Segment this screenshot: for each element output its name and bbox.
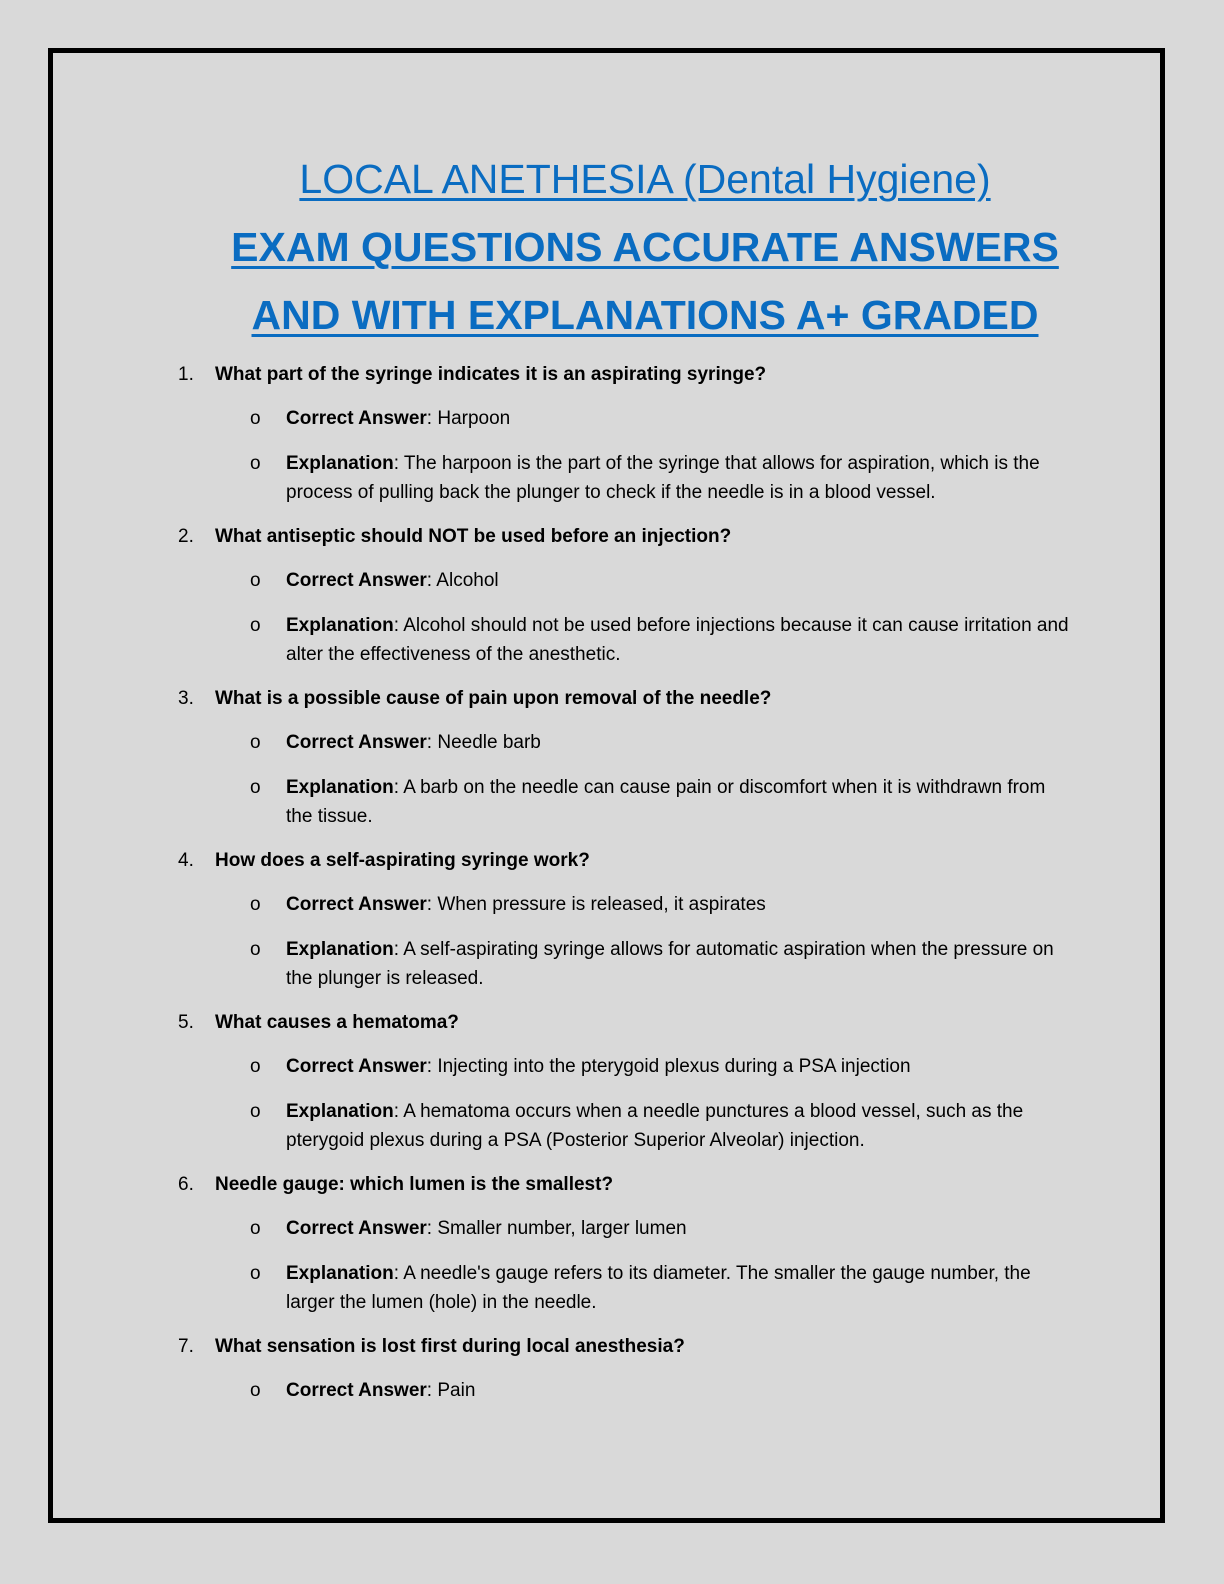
correct-answer	[286, 1376, 1076, 1405]
explanation-text: : A hematoma occurs when a needle punctures a blood vessel, such as the pterygoid plexus during a PSA (Posterior Superior Alveolar) injection.	[286, 1101, 1024, 1151]
bullet-marker: o	[250, 732, 261, 753]
bullet-marker: o	[250, 939, 261, 960]
answer-text: : Injecting into the pterygoid plexus during a PSA injection	[426, 1056, 911, 1077]
explanation	[286, 935, 1076, 993]
correct-answer	[286, 890, 1076, 919]
title-line-2: EXAM QUESTIONS ACCURATE ANSWERS	[231, 224, 1059, 270]
document-title	[0, 145, 1224, 349]
question-text: What causes a hematoma?	[215, 1012, 459, 1033]
explanation-text: : A self-aspirating syringe allows for automatic aspiration when the pressure on the plunger is released.	[286, 939, 1054, 989]
bullet-marker: o	[250, 1380, 261, 1401]
explanation-label: Explanation	[286, 615, 394, 636]
question-item	[0, 1170, 1224, 1332]
explanation	[286, 773, 1076, 831]
question-item	[0, 1332, 1224, 1494]
question-item	[0, 846, 1224, 1008]
bullet-marker: o	[250, 1101, 261, 1122]
question-text: What antiseptic should NOT be used before an injection?	[215, 526, 732, 547]
answer-text: : Needle barb	[426, 732, 541, 753]
question-number: 2.	[178, 526, 194, 547]
question-text: What part of the syringe indicates it is an aspirating syringe?	[215, 364, 767, 385]
bullet-marker: o	[250, 1056, 261, 1077]
question-list	[0, 360, 1224, 1494]
answer-label: Correct Answer	[286, 1380, 427, 1401]
question-text: What is a possible cause of pain upon removal of the needle?	[215, 688, 772, 709]
explanation	[286, 1097, 1076, 1155]
bullet-marker: o	[250, 1263, 261, 1284]
answer-label: Correct Answer	[286, 732, 427, 753]
question-number: 7.	[178, 1336, 194, 1357]
answer-label: Correct Answer	[286, 894, 427, 915]
answer-text: : Smaller number, larger lumen	[426, 1218, 687, 1239]
question-number: 6.	[178, 1174, 194, 1195]
question-number: 1.	[178, 364, 194, 385]
explanation-text: : A needle's gauge refers to its diameter. The smaller the gauge number, the larger the lumen (hole) in the needle.	[286, 1263, 1031, 1313]
answer-label: Correct Answer	[286, 1056, 427, 1077]
bullet-marker: o	[250, 777, 261, 798]
bullet-marker: o	[250, 408, 261, 429]
explanation-label: Explanation	[286, 1101, 394, 1122]
question-text: Needle gauge: which lumen is the smallest?	[215, 1174, 614, 1195]
title-line-1: LOCAL ANETHESIA (Dental Hygiene)	[299, 156, 991, 202]
question-text: What sensation is lost first during local anesthesia?	[215, 1336, 685, 1357]
explanation-label: Explanation	[286, 1263, 394, 1284]
bullet-marker: o	[250, 894, 261, 915]
correct-answer	[286, 1214, 1076, 1243]
explanation	[286, 611, 1076, 669]
explanation-label: Explanation	[286, 777, 394, 798]
question-number: 4.	[178, 850, 194, 871]
correct-answer	[286, 404, 1076, 433]
answer-text: : Harpoon	[426, 408, 511, 429]
answer-label: Correct Answer	[286, 408, 427, 429]
explanation-label: Explanation	[286, 939, 394, 960]
answer-text: : Alcohol	[426, 570, 499, 591]
correct-answer	[286, 728, 1076, 757]
explanation-label: Explanation	[286, 453, 394, 474]
question-item	[0, 684, 1224, 846]
explanation-text: : Alcohol should not be used before injections because it can cause irritation and alter the effectiveness of the anesthetic.	[286, 615, 1069, 665]
correct-answer	[286, 1052, 1076, 1081]
answer-text: : Pain	[426, 1380, 476, 1401]
bullet-marker: o	[250, 1218, 261, 1239]
explanation-text: : A barb on the needle can cause pain or discomfort when it is withdrawn from the tissue.	[286, 777, 1046, 827]
question-item	[0, 522, 1224, 684]
question-number: 3.	[178, 688, 194, 709]
question-number: 5.	[178, 1012, 194, 1033]
bullet-marker: o	[250, 453, 261, 474]
answer-text: : When pressure is released, it aspirates	[426, 894, 766, 915]
bullet-marker: o	[250, 570, 261, 591]
explanation	[286, 1259, 1076, 1317]
bullet-marker: o	[250, 615, 261, 636]
question-text: How does a self-aspirating syringe work?	[215, 850, 590, 871]
explanation-text: : The harpoon is the part of the syringe that allows for aspiration, which is the process of pulling back the plunger to check if the needle is in a blood vessel.	[286, 453, 1040, 503]
title-line-3: AND WITH EXPLANATIONS A+ GRADED	[251, 292, 1039, 338]
answer-label: Correct Answer	[286, 570, 427, 591]
question-item	[0, 1008, 1224, 1170]
correct-answer	[286, 566, 1076, 595]
explanation	[286, 449, 1076, 507]
question-item	[0, 360, 1224, 522]
answer-label: Correct Answer	[286, 1218, 427, 1239]
